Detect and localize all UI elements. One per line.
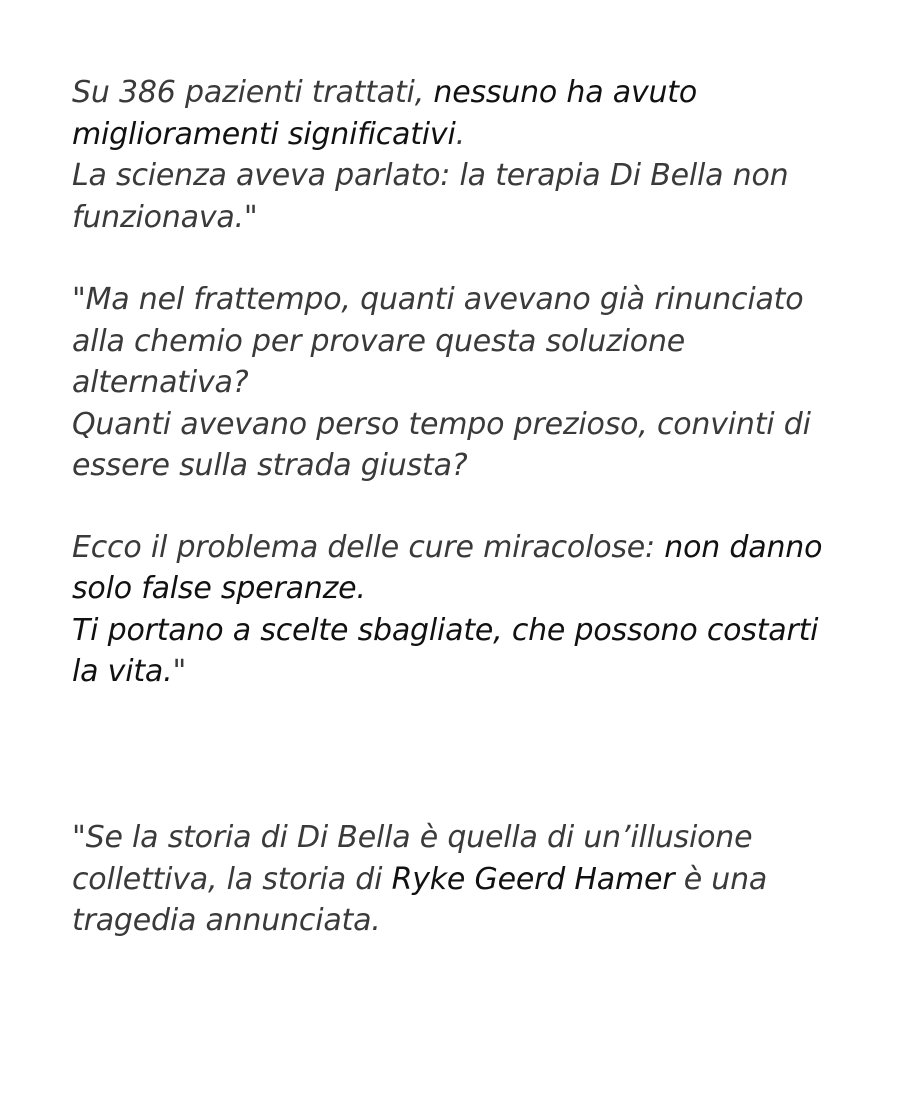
section-heading xyxy=(72,734,862,776)
text-segment: "Se la storia di Di Bella è quella di un’illusione xyxy=(72,820,753,855)
text-segment: essere sulla strada giusta? xyxy=(72,448,468,483)
text-segment: . xyxy=(455,116,465,152)
paragraph-hamer xyxy=(72,817,862,942)
text-segment: "Ma nel frattempo, quanti avevano già rinunciato xyxy=(72,282,804,317)
text-segment: collettiva, la storia di xyxy=(72,861,392,897)
paragraph-miracle-cures xyxy=(72,527,862,693)
text-segment: " xyxy=(172,654,187,689)
text-segment: alla chemio per provare questa soluzione xyxy=(72,323,686,359)
emphasized-text: nessuno ha avuto xyxy=(433,75,698,110)
text-segment: funzionava." xyxy=(72,199,258,235)
emphasized-text: Ryke Geerd Hamer xyxy=(391,861,675,897)
emphasized-text: non danno xyxy=(664,529,823,565)
text-segment: alternativa? xyxy=(72,365,249,400)
emphasized-text: Ti portano a scelte sbagliate, che possono costarti xyxy=(72,612,819,648)
document-page xyxy=(72,72,862,942)
emphasized-text: solo false speranze. xyxy=(72,571,366,606)
text-segment: Su 386 pazienti trattati, xyxy=(72,75,434,110)
paragraph-trial-results xyxy=(72,72,862,238)
paragraph-meanwhile xyxy=(72,279,862,487)
text-segment: La scienza aveva parlato: la terapia Di Bella non xyxy=(72,158,789,193)
text-segment: tragedia annunciata. xyxy=(72,903,381,938)
text-segment: Quanti avevano perso tempo prezioso, convinti di xyxy=(72,406,811,442)
text-segment: Ecco il problema delle cure miracolose: xyxy=(72,529,665,565)
text-segment: è una xyxy=(674,861,768,897)
emphasized-text: miglioramenti significativi xyxy=(72,116,456,152)
emphasized-text: la vita. xyxy=(72,654,173,689)
